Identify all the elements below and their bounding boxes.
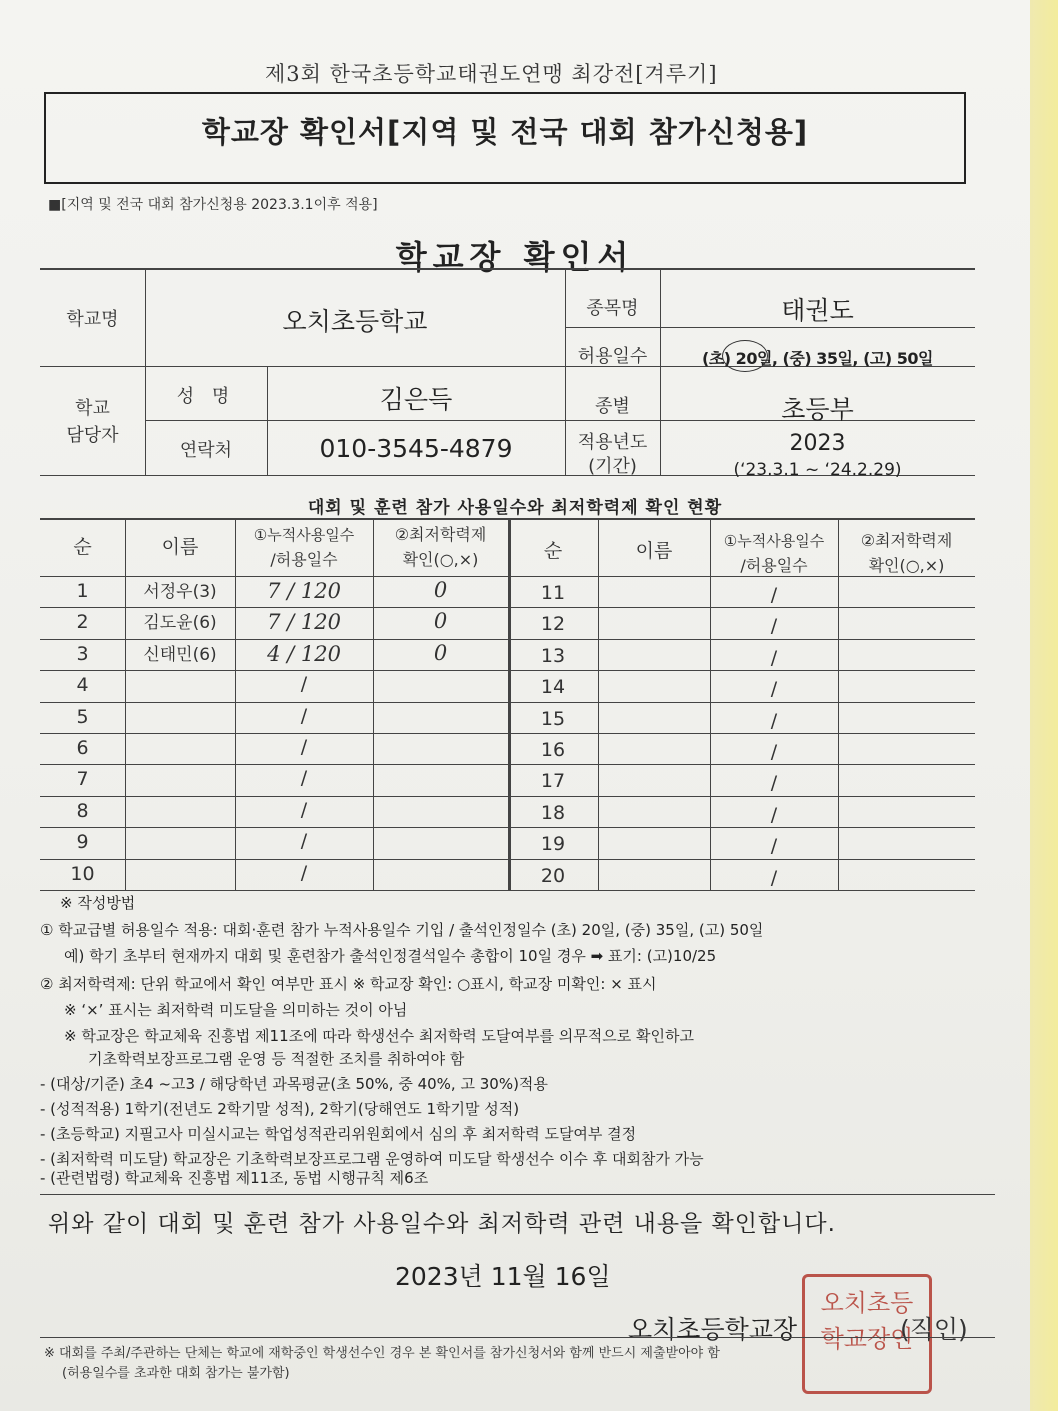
document-title: 학교장 확인서 bbox=[395, 238, 635, 276]
days-used: / bbox=[300, 862, 308, 884]
col-header-grade-1-right: ②최저학력제 bbox=[860, 531, 953, 550]
col-header-no-right: 순 bbox=[543, 540, 563, 562]
confirmation-statement: 위와 같이 대회 및 훈련 참가 사용일수와 최저학력 관련 내용을 확인합니다. bbox=[48, 1211, 836, 1237]
instruction-line: 기초학력보장프로그램 운영 등 적절한 조치를 취하여야 함 bbox=[88, 1050, 465, 1068]
status-col-line bbox=[125, 518, 126, 890]
division-label: 종별 bbox=[595, 396, 630, 417]
days-used: / bbox=[770, 615, 778, 637]
contact-value: 010-3545-4879 bbox=[319, 434, 513, 463]
instruction-line: 예) 학기 초부터 현재까지 대회 및 훈련참가 출석인정결석일수 총합이 10일 경우 ➡ 표기: (고)10/25 bbox=[64, 947, 717, 965]
days-used: / bbox=[770, 678, 778, 700]
col-header-no: 순 bbox=[73, 536, 92, 558]
days-used: / bbox=[770, 584, 778, 606]
year-label-2: (기간) bbox=[588, 456, 637, 477]
days-used: / bbox=[300, 736, 308, 758]
student-name: 신태민(6) bbox=[143, 645, 217, 665]
col-header-days-2: /허용일수 bbox=[270, 550, 338, 569]
days-used: 4 / 120 bbox=[267, 642, 341, 666]
col-header-days-1-right: ①누적사용일수 bbox=[723, 532, 825, 550]
instructions-heading: ※ 작성방법 bbox=[60, 894, 136, 912]
days-used: / bbox=[770, 772, 778, 794]
instruction-line: ※ 학교장은 학교체육 진흥법 제11조에 따라 학생선수 최저학력 도달여부를 의무적으로 확인하고 bbox=[64, 1027, 694, 1045]
days-used: / bbox=[300, 799, 308, 821]
col-header-grade-1: ②최저학력제 bbox=[394, 525, 487, 544]
instruction-line: ※ ‘×’ 표시는 최저학력 미도달을 의미하는 것이 아님 bbox=[64, 1001, 408, 1019]
principal-signature-name: 오치초등학교장 bbox=[628, 1315, 798, 1344]
info-top-border bbox=[40, 268, 975, 270]
footer-note-2: (허용일수를 초과한 대회 참가는 불가함) bbox=[62, 1366, 290, 1381]
info-line bbox=[565, 327, 975, 328]
contact-person-label-2: 담당자 bbox=[66, 425, 119, 446]
year-value: 2023 bbox=[789, 431, 846, 456]
col-header-grade-2-right: 확인(○,×) bbox=[868, 556, 945, 575]
row-number: 14 bbox=[540, 676, 566, 698]
year-period: (‘23.3.1 ~ ‘24.2.29) bbox=[733, 460, 902, 480]
row-number: 17 bbox=[540, 770, 566, 792]
days-used: 7 / 120 bbox=[267, 610, 341, 634]
days-used: 7 / 120 bbox=[267, 579, 341, 603]
allowed-days-value: (초) 20일, (중) 35일, (고) 50일 bbox=[702, 349, 933, 368]
col-header-name-right: 이름 bbox=[635, 540, 673, 562]
footer-note-1: ※ 대회를 주최/주관하는 단체는 학교에 재학중인 학생선수인 경우 본 확인서를 참가신청서와 함께 반드시 제출받아야 함 bbox=[44, 1346, 720, 1361]
col-header-days-2-right: /허용일수 bbox=[740, 556, 808, 575]
person-name-value: 김은득 bbox=[379, 385, 453, 414]
grade-check: 0 bbox=[433, 578, 448, 602]
instruction-line: - (성적적용) 1학기(전년도 2학기말 성적), 2학기(당해연도 1학기말 성적) bbox=[40, 1100, 520, 1118]
instruction-line: - (대상/기준) 초4 ~고3 / 해당학년 과목평균(초 50%, 중 40%, 고 30%)적용 bbox=[40, 1075, 548, 1093]
days-used: / bbox=[300, 673, 308, 695]
school-name-label: 학교명 bbox=[66, 309, 119, 330]
col-header-grade-2: 확인(○,×) bbox=[402, 550, 479, 569]
year-label-1: 적용년도 bbox=[577, 432, 648, 453]
footer-divider bbox=[40, 1337, 995, 1338]
confirmation-date: 2023년 11월 16일 bbox=[395, 1262, 611, 1291]
row-number: 12 bbox=[540, 613, 566, 635]
days-used: / bbox=[770, 647, 778, 669]
days-used: / bbox=[770, 804, 778, 826]
days-used: / bbox=[770, 835, 778, 857]
student-name: 서정우(3) bbox=[143, 582, 217, 602]
row-number: 7 bbox=[76, 768, 89, 790]
status-col-line bbox=[598, 518, 599, 890]
row-number: 3 bbox=[76, 643, 89, 665]
days-used: / bbox=[770, 710, 778, 732]
contact-label: 연락처 bbox=[179, 440, 233, 461]
days-used: / bbox=[770, 741, 778, 763]
applicability-note: ■[지역 및 전국 대회 참가신청용 2023.3.1이후 적용] bbox=[48, 197, 378, 213]
seal-label: (직인) bbox=[900, 1315, 968, 1344]
grade-check: 0 bbox=[433, 641, 448, 665]
col-header-name: 이름 bbox=[161, 536, 199, 558]
instruction-line: - (초등학교) 지필고사 미실시교는 학업성적관리위원회에서 심의 후 최저학력 도달여부 결정 bbox=[40, 1125, 637, 1143]
row-number: 5 bbox=[76, 706, 89, 728]
days-used: / bbox=[300, 767, 308, 789]
contact-person-label-1: 학교 bbox=[75, 398, 110, 419]
seal-text: 오치초등학교장인 bbox=[820, 1289, 914, 1353]
row-number: 6 bbox=[76, 737, 89, 759]
status-row-line bbox=[40, 890, 975, 891]
row-number: 15 bbox=[540, 708, 566, 730]
row-number: 9 bbox=[76, 831, 89, 853]
row-number: 4 bbox=[76, 674, 89, 696]
row-number: 2 bbox=[76, 611, 89, 633]
sport-value: 태권도 bbox=[781, 296, 854, 325]
row-number: 16 bbox=[540, 739, 566, 761]
days-used: / bbox=[770, 867, 778, 889]
banner-box bbox=[44, 92, 966, 184]
status-col-line bbox=[373, 518, 374, 890]
row-number: 11 bbox=[540, 582, 566, 604]
row-number: 10 bbox=[70, 863, 95, 885]
days-used: / bbox=[300, 830, 308, 852]
grade-check: 0 bbox=[433, 609, 448, 633]
row-number: 20 bbox=[540, 865, 566, 887]
allowed-days-label: 허용일수 bbox=[577, 346, 648, 367]
days-used: / bbox=[300, 705, 308, 727]
instructions-divider bbox=[40, 1194, 995, 1195]
instruction-line: - (최저학력 미도달) 학교장은 기초학력보장프로그램 운영하여 미도달 학생선수 이수 후 대회참가 가능 bbox=[40, 1150, 704, 1168]
row-number: 1 bbox=[76, 580, 89, 602]
school-name-value: 오치초등학교 bbox=[282, 307, 428, 336]
instruction-line: ① 학교급별 허용일수 적용: 대회·훈련 참가 누적사용일수 기입 / 출석인정일수 (초) 20일, (중) 35일, (고) 50일 bbox=[40, 921, 764, 939]
student-name: 김도윤(6) bbox=[143, 613, 217, 633]
col-header-days-1: ①누적사용일수 bbox=[253, 526, 355, 544]
handwritten-circle-mark bbox=[722, 340, 768, 372]
person-name-label: 성 명 bbox=[176, 386, 236, 407]
banner-title: 학교장 확인서[지역 및 전국 대회 참가신청용] bbox=[201, 115, 809, 149]
row-number: 13 bbox=[540, 645, 566, 667]
competition-title: 제3회 한국초등학교태권도연맹 최강전[겨루기] bbox=[265, 62, 718, 86]
row-number: 8 bbox=[76, 800, 89, 822]
division-value: 초등부 bbox=[781, 395, 854, 424]
sport-label: 종목명 bbox=[586, 298, 639, 319]
instruction-line: - (관련법령) 학교체육 진흥법 제11조, 동법 시행규칙 제6조 bbox=[40, 1169, 429, 1187]
status-table-title: 대회 및 훈련 참가 사용일수와 최저학력제 확인 현황 bbox=[307, 498, 723, 518]
instruction-line: ② 최저학력제: 단위 학교에서 확인 여부만 표시 ※ 학교장 확인: ○표시, 학교장 미확인: × 표시 bbox=[40, 975, 657, 993]
row-number: 19 bbox=[540, 833, 566, 855]
row-number: 18 bbox=[540, 802, 566, 824]
